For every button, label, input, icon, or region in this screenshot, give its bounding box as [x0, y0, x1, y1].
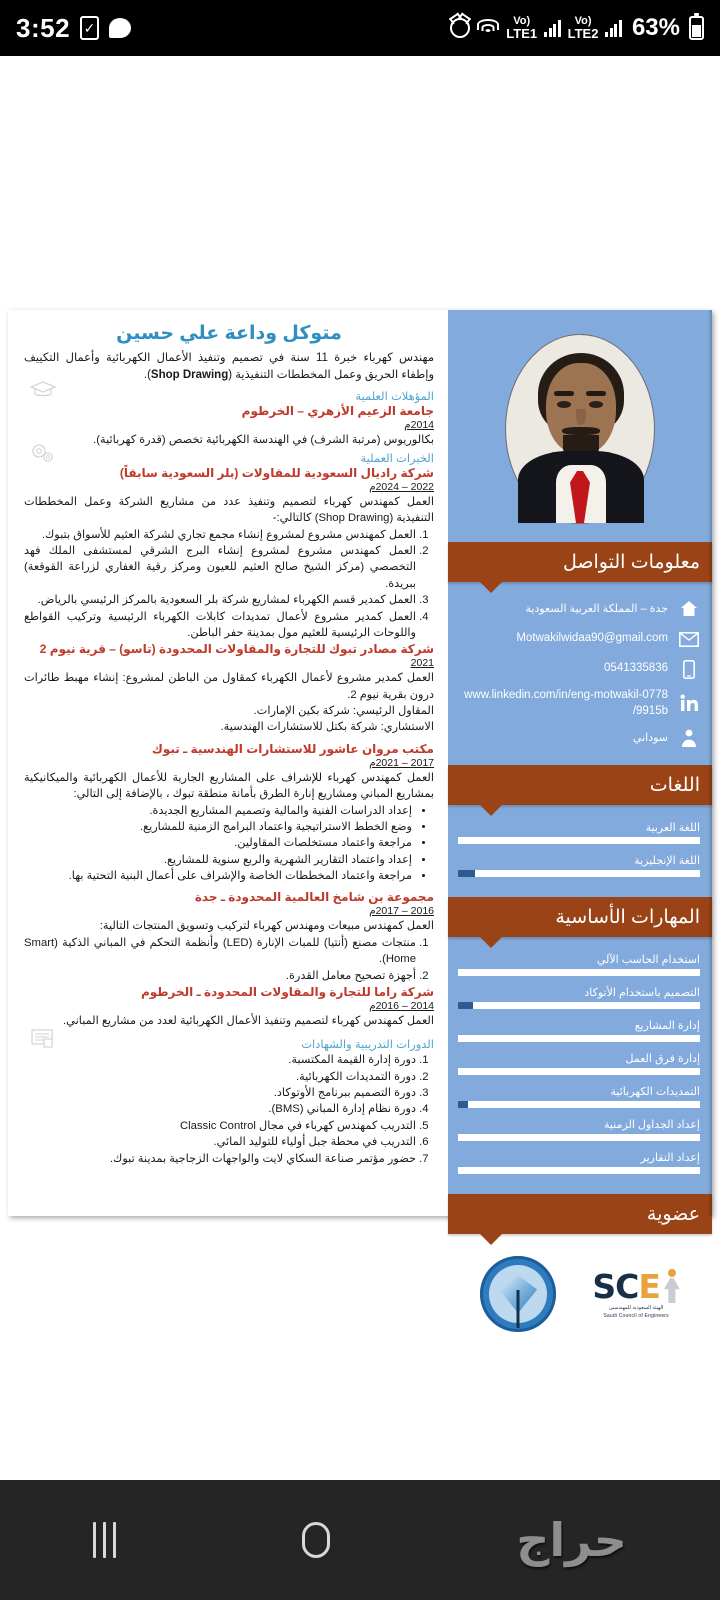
sim2-indicator: [568, 16, 599, 40]
skill-bar-track: [458, 1134, 700, 1141]
cv-sidebar-column: [448, 310, 712, 1320]
language-item: [458, 854, 700, 877]
courses-list: [24, 1052, 416, 1167]
contact-row-nationality[interactable]: [458, 727, 700, 749]
job-org: مكتب مروان عاشور للاستشارات الهندسية ـ تبوك: [151, 741, 434, 756]
sce-subtitle-en: Saudi Council of Engineers: [603, 1313, 669, 1320]
course-item: 2. دورة التمديدات الكهربائية.: [24, 1069, 416, 1085]
job-intro: العمل كمدير مشروع لأعمال الكهرباء كمقاول من الباطن لمشروع: إنشاء مهبط طائرات درون بقرية نيوم 2.: [24, 672, 434, 701]
education-degree: بكالوريوس (مرتبة الشرف) في الهندسة الكهربائية تخصص (قدرة كهربائية).: [93, 433, 434, 446]
battery-icon: [689, 16, 704, 40]
skill-bar-fill: [458, 1134, 700, 1141]
skill-bar-track: [458, 1167, 700, 1174]
job-duty-list: [24, 803, 412, 885]
battery-percent: 63%: [631, 14, 680, 41]
experience-heading-label: الخبرات العملية: [360, 452, 434, 465]
home-button[interactable]: [302, 1522, 330, 1558]
sce-letters: SCE: [592, 1266, 660, 1306]
section-banner-languages: [448, 765, 712, 805]
haraj-watermark: حراج: [516, 1514, 627, 1566]
sim1-indicator: [506, 16, 537, 40]
job-dates: 2017 – 2021م: [369, 756, 434, 769]
gears-icon: [30, 442, 56, 467]
education-year: 2014م: [404, 418, 434, 431]
contact-row-phone[interactable]: [458, 658, 700, 680]
skill-item: [458, 1019, 700, 1042]
membership-logos: [448, 1250, 712, 1332]
job-duty-item: 2. أجهزة تصحيح معامل القدرة.: [24, 968, 416, 984]
language-label: اللغة العربية: [645, 822, 700, 835]
section-banner-contact: [448, 542, 712, 582]
contact-row-linkedin[interactable]: [458, 688, 700, 719]
skills-list: [448, 953, 712, 1194]
skill-bar-track: [458, 1068, 700, 1075]
chat-bubble-notification-icon: [109, 18, 131, 38]
job-intro: العمل كمهندس مبيعات ومهندس كهرباء لتركيب وتسويق المنتجات التالية:: [99, 920, 434, 933]
section-heading-education: [24, 389, 434, 403]
course-item: 1. دورة إدارة القيمة المكتسبة.: [24, 1052, 416, 1068]
summary-part-1: مهندس كهرباء خبرة 11 سنة في تصميم وتنفيذ الأعمال الكهربائية وأعمال التكييف وإطفاء الحريق وعمل المخططات التنفيذية (: [24, 352, 434, 382]
skill-bar-track: [458, 1101, 700, 1108]
job-intro: العمل كمهندس كهرباء لتصميم وتنفيذ عدد من مشاريع الشركة وعمل المخططات التنفيذية (Shop Drawing) كالتالي:-: [24, 495, 434, 525]
skill-item: [458, 1151, 700, 1174]
course-item: 3. دورة التصميم ببرنامج الأوتوكاد.: [24, 1085, 416, 1101]
skill-label: التمديدات الكهربائية: [610, 1086, 700, 1099]
section-heading-courses: [24, 1037, 434, 1051]
volte1-label: Vo): [513, 15, 531, 27]
skill-bar-fill: [458, 1167, 700, 1174]
avatar: [505, 334, 655, 524]
course-item: 7. حضور مؤتمر صناعة السكاي لايت والواجهات الزجاجية بمدينة تبوك.: [24, 1151, 416, 1167]
language-item: [458, 821, 700, 844]
profile-summary: [24, 350, 434, 385]
android-navigation-bar: [0, 1480, 720, 1600]
job-duty-item: 3. العمل كمدير قسم الكهرباء لمشاريع شركة بلر السعودية بالمركز الرئيسي بالرياض.: [24, 592, 416, 608]
job-dates: 2014 – 2016م: [369, 999, 434, 1012]
skill-item: [458, 953, 700, 976]
contact-location: جدة – المملكة العربية السعودية: [525, 602, 668, 615]
contact-email: Motwakilwidaa90@gmail.com: [516, 632, 668, 645]
contact-linkedin: www.linkedin.com/in/eng-motwakil-07789915b/: [464, 689, 668, 717]
skill-item: [458, 1085, 700, 1108]
skill-item: [458, 1052, 700, 1075]
course-item: 5. التدريب كمهندس كهرباء في مجال Classic Control: [24, 1118, 416, 1134]
spacer: [24, 736, 434, 741]
spacer: [24, 1029, 434, 1034]
job-duty-item: • إعداد واعتماد التقارير الشهرية والربع سنوية للمشاريع.: [24, 852, 412, 868]
sim1-label: LTE1: [506, 26, 538, 41]
skill-bar-fill: [458, 1035, 700, 1042]
skill-label: إدارة المشاريع: [634, 1020, 700, 1033]
sce-logo: [592, 1266, 680, 1320]
signal-bars-sim1-icon: [544, 19, 561, 37]
job-org: مجموعة بن شامخ العالمية المحدودة ـ جدة: [194, 890, 434, 905]
alarm-icon: [450, 18, 470, 38]
section-banner-skills: [448, 897, 712, 937]
job-dates: 2016 – 2017م: [369, 905, 434, 918]
job-org: شركة مصادر تبوك للتجارة والمقاولات المحدودة (تاسو) – قرية نيوم 2: [39, 642, 434, 657]
job-dates: 2022 – 2024م: [369, 480, 434, 493]
job-duty-item: • مراجعة واعتماد المخططات الخاصة والإشراف على أعمال البنية التحتية بها.: [24, 868, 412, 884]
courses-heading-label: الدورات التدريبية والشهادات: [301, 1039, 434, 1052]
page-title: متوكل وداعة علي حسين: [116, 323, 342, 344]
contact-list: [448, 598, 712, 765]
skill-item: [458, 986, 700, 1009]
job-main-contractor: المقاول الرئيسي: شركة بكين الإمارات.: [253, 705, 434, 717]
course-item: 6. التدريب في محطة جبل أولياء للتوليد المائي.: [24, 1134, 416, 1150]
summary-shop-drawing: Shop Drawing: [150, 369, 229, 382]
job-org: شركة راما للتجارة والمقاولات المحدودة ـ الخرطوم: [140, 984, 434, 999]
certificate-icon: [30, 1028, 58, 1053]
section-heading-experience: [24, 451, 434, 465]
job-duty-item: 2. العمل كمهندس مشروع لمشروع إنشاء البرج الشرقي لمستشفى الملك فهد التخصصي (مركز الشيخ صالح العثيم للعيون ومركز رقية الغفاري لزراعة القوقعة) ببريدة.: [24, 543, 416, 592]
job-duty-list: [24, 527, 416, 642]
job-duty-item: • مراجعة واعتماد مستخلصات المقاولين.: [24, 835, 412, 851]
profile-photo-wrap: [448, 310, 712, 542]
skill-bar-fill: [458, 969, 700, 976]
person-icon: [678, 727, 700, 749]
course-item: 4. دورة نظام إدارة المباني (BMS).: [24, 1101, 416, 1117]
skill-bar-track: [458, 969, 700, 976]
skill-bar-fill: [473, 1002, 700, 1009]
skill-bar-fill: [468, 1101, 700, 1108]
skill-label: إدارة فرق العمل: [625, 1053, 700, 1066]
language-label: اللغة الإنجليزية: [634, 855, 700, 868]
sce-subtitle-ar: الهيئة السعودية للمهندسين: [608, 1305, 664, 1312]
wifi-icon: [477, 19, 499, 37]
skill-label: استخدام الحاسب الآلي: [596, 954, 700, 967]
contact-row-location[interactable]: [458, 598, 700, 620]
graduation-cap-icon: [30, 380, 56, 403]
skill-bar-track: [458, 1002, 700, 1009]
job-duty-list: [24, 935, 416, 984]
emblem-needle-icon: [517, 1290, 520, 1328]
languages-list: [448, 821, 712, 897]
skill-label: إعداد الجداول الزمنية: [603, 1119, 700, 1132]
skill-item: [458, 1118, 700, 1141]
skill-bar-track: [458, 1035, 700, 1042]
cv-main-column: [8, 310, 448, 1216]
language-bar-track: [458, 870, 700, 877]
job-duty-item: • وضع الخطط الاستراتيجية واعتماد البرامج الزمنية للمشاريع.: [24, 819, 412, 835]
status-bar: [0, 0, 720, 56]
contact-nationality: سوداني: [632, 731, 668, 744]
skill-label: إعداد التقارير: [640, 1152, 700, 1165]
linkedin-icon: [678, 693, 700, 715]
signal-bars-sim2-icon: [605, 19, 622, 37]
volte2-label: Vo): [574, 15, 592, 27]
skill-label: التصميم باستخدام الأتوكاد: [584, 987, 700, 1000]
image-viewer-canvas[interactable]: [0, 56, 720, 1480]
skill-bar-fill: [458, 1068, 700, 1075]
contact-row-email[interactable]: [458, 628, 700, 650]
contact-phone: 0541335836: [604, 662, 668, 675]
job-duty-item: 1. العمل كمهندس مشروع لمشروع إنشاء مجمع تجاري لشركة العثيم للأسواق بتبوك.: [24, 527, 416, 543]
email-icon: [678, 628, 700, 650]
language-bar-track: [458, 837, 700, 844]
job-dates: 2021: [410, 657, 434, 670]
phone-icon: [678, 658, 700, 680]
sce-logo-top: [592, 1266, 680, 1306]
education-school: جامعة الزعيم الأزهري – الخرطوم: [241, 403, 434, 418]
job-duty-item: 1. منتجات مصنع (أنتيا) للمبات الإنارة (LED) وأنظمة التحكم في المباني الذكية (Smart Home).: [24, 935, 416, 968]
job-duty-item: 4. العمل كمدير مشروع لأعمال تمديدات كابلات الكهرباء الرئيسية وتركيب القواطع واللوحات الرئيسية للعثيم مول بمدينة حفر الباطن.: [24, 609, 416, 642]
status-bar-right: [450, 14, 704, 42]
job-intro: العمل كمهندس كهرباء لتصميم وتنفيذ الأعمال الكهربائية لعدد من مشاريع المباني.: [63, 1014, 434, 1027]
contact-title: معلومات التواصل: [563, 551, 700, 573]
status-bar-left: [16, 13, 131, 44]
cv-document[interactable]: [8, 310, 712, 1320]
job-intro: العمل كمهندس كهرباء للإشراف على المشاريع الجارية للأعمال الكهربائية والميكانيكية بمشاريع المباني ومشاريع إنارة الطرق بأمانة منطقة تبوك ، بالإضافة إلى التالي:: [24, 771, 434, 801]
language-bar-fill: [475, 870, 700, 877]
job-org: شركة راديال السعودية للمقاولات (بلر السعودية سابقاً): [119, 465, 434, 480]
sim2-label: LTE2: [567, 26, 599, 41]
job-duty-item: • إعداد الدراسات الفنية والمالية وتصميم المشاريع الجديدة.: [24, 803, 412, 819]
recents-button[interactable]: [93, 1522, 116, 1558]
section-banner-membership: [448, 1194, 712, 1234]
summary-part-3: ).: [143, 369, 151, 382]
status-time: 3:52: [16, 12, 71, 43]
engineer-figure-icon: [664, 1269, 680, 1303]
checkbox-notification-icon: ✓: [80, 16, 99, 40]
engineering-council-emblem: [480, 1256, 556, 1332]
language-bar-fill: [458, 837, 700, 844]
skills-title: المهارات الأساسية: [555, 906, 700, 928]
job-consultant: الاستشاري: شركة بكتل للاستشارات الهندسية.: [220, 721, 434, 734]
education-heading-label: المؤهلات العلمية: [355, 390, 434, 403]
home-icon: [678, 598, 700, 620]
spacer: [24, 884, 434, 889]
languages-title: اللغات: [649, 774, 700, 796]
membership-title: عضوية: [646, 1203, 700, 1225]
